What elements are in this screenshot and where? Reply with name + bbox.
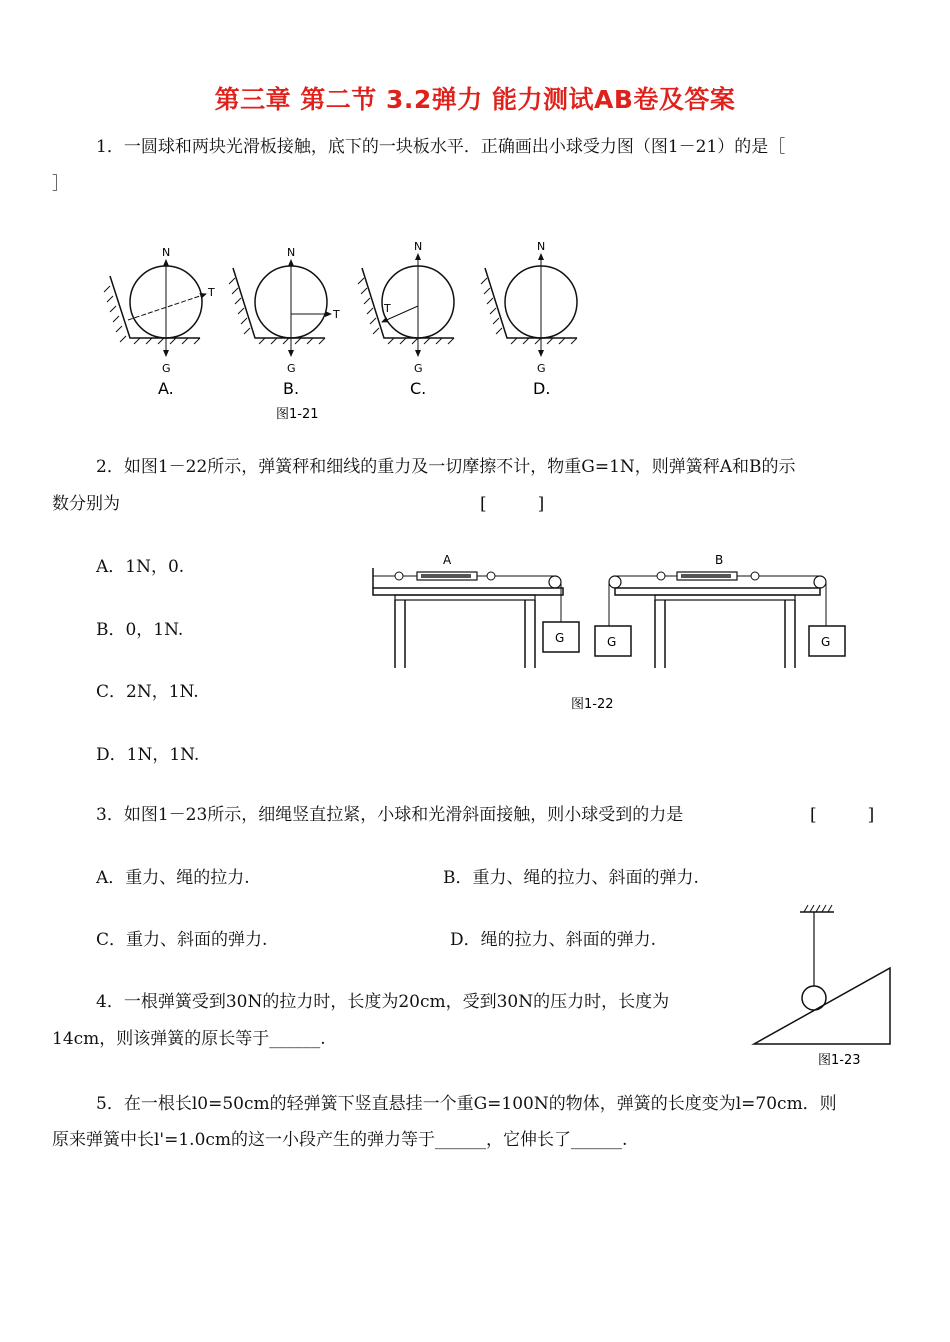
panel-b-label: B.: [283, 379, 300, 398]
panel-d-label: D.: [533, 379, 551, 398]
figure-1-22-caption: 图1-22: [571, 697, 614, 712]
figure-1-21: [100, 236, 580, 426]
question-1-stem: 1．一圆球和两块光滑板接触，底下的一块板水平．正确画出小球受力图（图1－21）的是［: [96, 137, 786, 157]
figure-panel-c: [358, 240, 454, 398]
question-2-line1: 2．如图1－22所示，弹簧秤和细线的重力及一切摩擦不计，物重G=1N，则弹簧秤A和B的示: [96, 457, 796, 477]
question-3-option-b: B．重力、绳的拉力、斜面的弹力.: [443, 868, 699, 888]
question-3-option-a: A．重力、绳的拉力.: [96, 868, 250, 888]
question-2-option-b: B．0，1N.: [96, 620, 184, 640]
question-2-option-c: C．2N，1N.: [96, 682, 199, 702]
page-title: 第三章 第二节 3.2弹力 能力测试AB卷及答案: [214, 85, 736, 114]
question-2-answer-bracket: [ ]: [480, 494, 545, 514]
figure-panel-b: [229, 246, 340, 398]
figure-setup-b: [595, 553, 845, 668]
setup-a-weight: G: [555, 631, 565, 645]
figure-1-21-caption: 图1-21: [276, 407, 319, 422]
question-2-option-a: A．1N，0.: [96, 557, 185, 577]
panel-c-force-t: T: [384, 302, 391, 315]
panel-b-force-n: N: [287, 246, 296, 259]
question-5-line1: 5．在一根长l0=50cm的轻弹簧下竖直悬挂一个重G=100N的物体，弹簧的长度变为l=70cm．则: [96, 1094, 837, 1114]
setup-b-weight-right: G: [821, 635, 831, 649]
question-4-line1: 4．一根弹簧受到30N的拉力时，长度为20cm，受到30N的压力时，长度为: [96, 992, 670, 1012]
panel-d-force-n: N: [537, 240, 546, 253]
question-2-line2: 数分别为: [52, 494, 120, 514]
question-3-text: 3．如图1－23所示，细绳竖直拉紧，小球和光滑斜面接触，则小球受到的力是: [96, 805, 684, 825]
question-3-option-d: D．绳的拉力、斜面的弹力.: [450, 930, 657, 950]
panel-c-force-g: G: [414, 362, 423, 375]
figure-setup-a: [373, 553, 579, 668]
panel-c-force-n: N: [414, 240, 423, 253]
question-1-text: [96, 135, 785, 159]
setup-b-label: B: [715, 553, 724, 567]
setup-a-label: A: [443, 553, 452, 567]
question-2-option-d: D．1N，1N.: [96, 745, 200, 765]
panel-b-force-t: T: [333, 308, 340, 321]
panel-a-label: A.: [158, 379, 174, 398]
panel-a-force-n: N: [162, 246, 171, 259]
panel-a-force-g: G: [162, 362, 171, 375]
panel-c-label: C.: [410, 379, 427, 398]
panel-a-force-t: T: [208, 286, 215, 299]
panel-d-force-g: G: [537, 362, 546, 375]
figure-panel-d: [481, 240, 577, 398]
question-4-line2: 14cm，则该弹簧的原长等于______.: [52, 1029, 326, 1049]
figure-1-22: [365, 548, 850, 713]
panel-b-force-g: G: [287, 362, 296, 375]
question-3-answer-bracket: [ ]: [810, 805, 875, 825]
figure-1-23: [748, 902, 898, 1072]
figure-panel-a: [104, 246, 215, 398]
figure-1-23-caption: 图1-23: [818, 1053, 861, 1068]
setup-b-weight-left: G: [607, 635, 617, 649]
question-5-line2: 原来弹簧中长l'=1.0cm的这一小段产生的弹力等于______，它伸长了______.: [52, 1130, 628, 1150]
question-1-bracket-close: ］: [52, 174, 69, 194]
question-3-option-c: C．重力、斜面的弹力.: [96, 930, 268, 950]
